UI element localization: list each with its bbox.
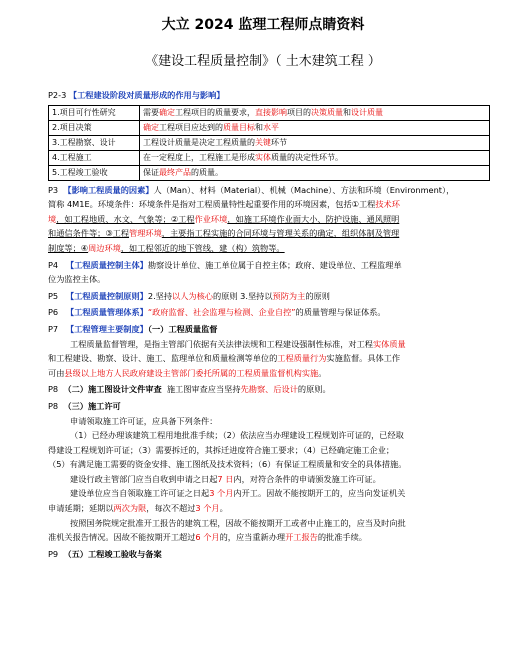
section-p8-construction-permit: P8 （三）施工许可 申请领取施工许可证，应具备下列条件： （1）已经办理该建筑工程用地批准手续；（2）依法应当办理建设工程规划许可证的，已经取 得建设工程规划许可证；（3）需要拆迁的，其拆迁进度符合施工要求；（4）已经确定施工企业； （5）有满足施工需要的资金安排、施工图纸及技术资料；（6）有保证工程质量和安全的具体措施。 建设行政主管部门应当自收到申请之日起7 日内，对符合条件的申请颁发施工许可证。 建设单位应当自领取施工许可证之日起3 个月内开工。因故不能按期开工的，应当向发证机关 申请延期；延期以两次为限，每次不超过3 个月。 按照国务院规定批准开工报告的建筑工程，因故不能按期开工或者中止施工的，应当及时向批 准机关报告情况。因故不能按期开工超过6 个月的，应当重新办理开工报告的批准手续。: [48, 400, 407, 543]
section-p6-management-system: P6 【工程质量管理体系】“政府监督、社会监理与检测、企业自控”的质量管理与保证体系。: [48, 307, 386, 318]
section-p9-completion-acceptance: P9 （五）工程竣工验收与备案: [48, 548, 162, 559]
table-row: 3.工程勘察、设计 工程设计质量是决定工程质量的关键环节: [49, 135, 490, 150]
section-p2-3-heading: P2-3 【工程建设阶段对质量形成的作用与影响】: [48, 90, 225, 100]
document-subtitle: 《建设工程质量控制》（ 土木建筑工程 ）: [145, 54, 381, 69]
section-p5-control-principles: P5 【工程质量控制原则】2.坚持以人为核心的原则 3.坚持以预防为主的原则: [48, 290, 330, 301]
section-p4-control-subjects: P4 【工程质量控制主体】勘察设计单位、施工单位属于自控主体；政府、建设单位、工程监理单 位为监控主体。: [48, 259, 402, 285]
table-row: 2.项目决策 确定工程项目应达到的质量目标和水平: [49, 120, 490, 135]
section-p7-main-systems: P7 【工程管理主要制度】（一）工程质量监督 工程质量监督管理，是指主管部门依据有关法律法规和工程建设强制性标准，对工程实体质量 和工程建设、勘察、设计、施工、监理单位和质量检测等单位的工程质量行为实施监督。具体工作 可由县级以上地方人民政府建设主管部门委托所属的工程质量监督机构实施。: [48, 323, 406, 378]
section-p8-drawing-review: P8 （二）施工图设计文件审查 施工图审查应当坚持先勘察、后设计的原则。: [48, 384, 331, 395]
table-row: 4.工程施工 在一定程度上，工程施工是形成实体质量的决定性环节。: [49, 150, 490, 165]
table-row: 5.工程竣工验收 保证最终产品的质量。: [49, 165, 490, 180]
section-p3-quality-factors: P3 【影响工程质量的因素】人（Man）、材料（Material）、机械（Machine）、方法和环境（Environment）， 简称 4M1E。环境条件：环境条件是指对工程质量特性起重要作用的环境因素，包括①工程技术环 境，如工程地质、水文、气象等；②工程作业环境，如施工环境作业面大小、防护设施、通风照明 和通信条件等；③工程管理环境，主要指工程实施的合同环境与管理关系的确定，组织体制及管理 制度等；④周边环境，如工程邻近的地下管线、建（构）筑物等。: [48, 184, 455, 253]
table-row: 1.项目可行性研究 需要确定工程项目的质量要求，直接影响项目的决策质量和设计质量: [49, 105, 490, 120]
stage-impact-table: [48, 105, 490, 181]
document-title: 大立 2024 监理工程师点睛资料: [161, 17, 365, 33]
